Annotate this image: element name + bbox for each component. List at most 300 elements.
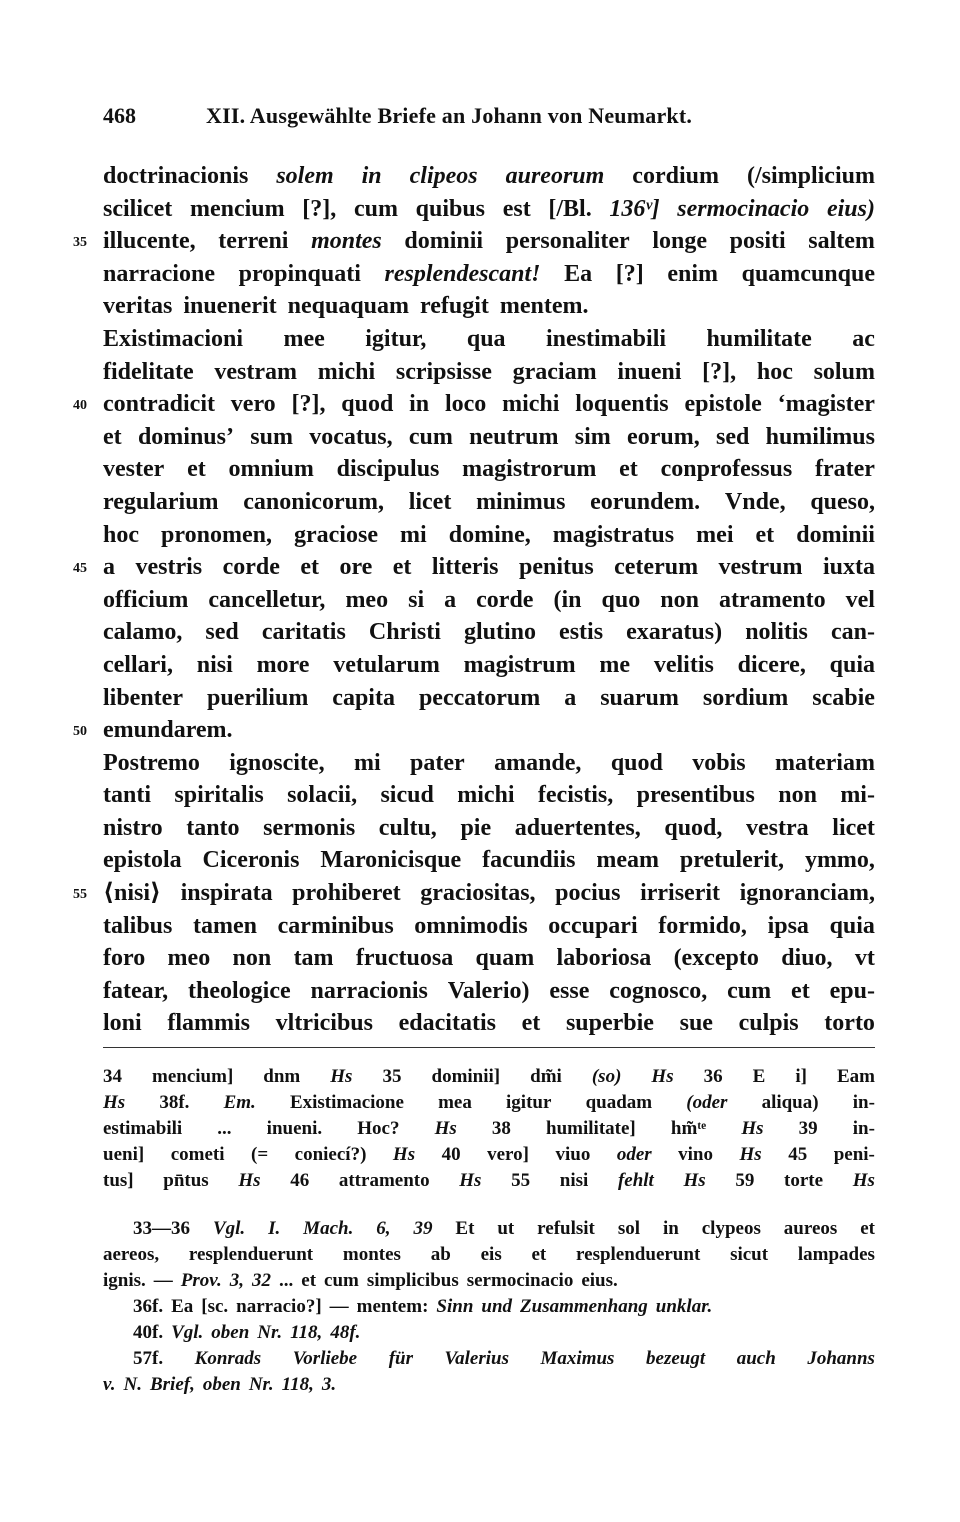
word: Hs — [852, 1170, 875, 1191]
word: et — [860, 1218, 875, 1239]
word: more — [256, 651, 310, 678]
apparatus-line — [103, 1116, 875, 1142]
word: in- — [852, 1092, 875, 1113]
word: 39 — [413, 1218, 433, 1239]
word: epistole — [684, 391, 762, 418]
word: montes — [342, 1244, 401, 1265]
word: Johanns — [807, 1348, 875, 1369]
word: a — [564, 684, 577, 711]
word: vel — [845, 586, 875, 613]
word: [sc. — [201, 1296, 229, 1317]
word: simplicibus — [366, 1270, 459, 1291]
word: est — [502, 195, 531, 222]
word: Hoc? — [357, 1118, 400, 1139]
word: cometi — [170, 1144, 225, 1165]
word: Vorliebe — [292, 1348, 358, 1369]
word: non — [232, 945, 272, 972]
word: non — [660, 586, 699, 613]
word: graciam — [512, 358, 597, 385]
word: oder — [616, 1144, 652, 1165]
word: estis — [559, 619, 604, 646]
word: aliqua) — [761, 1092, 819, 1113]
line-number: 40 — [73, 398, 87, 414]
line-number: 50 — [73, 724, 87, 740]
word: Konrads — [194, 1348, 262, 1369]
letter-body — [73, 160, 875, 1040]
word: vobis — [692, 749, 746, 776]
line-number: 35 — [73, 235, 87, 251]
word: meam — [596, 847, 659, 874]
word: magistrorum — [462, 456, 597, 483]
word: propinquati — [238, 260, 361, 287]
word: 45 — [788, 1144, 808, 1165]
note-line — [103, 1346, 875, 1372]
word: sordium — [702, 684, 789, 711]
word: montes — [311, 228, 382, 255]
running-header — [103, 103, 883, 137]
word: cognosco, — [609, 977, 708, 1004]
word: amande, — [494, 749, 582, 776]
word: oben — [202, 1374, 241, 1395]
text-line — [103, 519, 875, 552]
word: et — [301, 1270, 317, 1291]
word: (in — [553, 586, 582, 613]
word: mi- — [840, 782, 875, 809]
word: licet — [832, 814, 875, 841]
note-line — [103, 1294, 875, 1320]
word: 3. — [321, 1374, 337, 1395]
word: 38 — [491, 1118, 511, 1139]
word: sicud — [380, 782, 434, 809]
word: edacitatis — [398, 1010, 496, 1037]
word: carminibus — [277, 912, 394, 939]
text-line — [73, 551, 875, 584]
text-line — [103, 844, 875, 877]
word: eius. — [581, 1270, 618, 1291]
word: contradicit — [103, 391, 215, 418]
word: talibus — [103, 912, 173, 939]
word: positi — [729, 228, 786, 255]
word: Mach. — [303, 1218, 354, 1239]
text-line — [103, 258, 875, 291]
word: theologice — [187, 977, 291, 1004]
word: caritatis — [261, 619, 346, 646]
word: ⟨nisi⟩ — [103, 880, 161, 907]
word: non — [778, 782, 817, 809]
text-line — [103, 779, 875, 812]
word: 36 — [703, 1066, 723, 1087]
word: ceterum — [614, 554, 699, 581]
word: et — [392, 554, 412, 581]
word: in — [409, 391, 430, 418]
word: vino — [678, 1144, 714, 1165]
word: quia — [829, 651, 875, 678]
word: mea — [438, 1092, 472, 1113]
word: cum — [353, 195, 398, 222]
word: dominii — [796, 521, 875, 548]
word: lampades — [797, 1244, 875, 1265]
word: regularium — [103, 488, 219, 515]
word: — — [153, 1270, 173, 1291]
word: inestimabili — [546, 325, 667, 352]
word: Nr. — [257, 1322, 283, 1343]
word: in- — [852, 1118, 875, 1139]
word: Nr. — [248, 1374, 274, 1395]
word: ... — [217, 1118, 232, 1139]
word: Existimacioni — [103, 325, 244, 352]
word: personaliter — [505, 228, 630, 255]
word: corde — [222, 554, 280, 581]
word: irriserit — [640, 880, 721, 907]
word: Vgl. — [171, 1322, 204, 1343]
word: 35 — [382, 1066, 402, 1087]
word: loni — [103, 1010, 142, 1037]
word: superbie — [565, 1010, 654, 1037]
word: exaratus) — [626, 619, 723, 646]
word: diuo, — [781, 945, 833, 972]
word: a — [444, 586, 457, 613]
apparatus-line — [103, 1090, 875, 1116]
word: solum — [813, 358, 875, 385]
word: hm̃ᵗᵉ — [670, 1118, 707, 1139]
word: illucente, — [103, 228, 196, 255]
word: domine, — [448, 521, 531, 548]
word: solacii, — [287, 782, 358, 809]
word: 3, — [229, 1270, 245, 1291]
word: longe — [652, 228, 708, 255]
apparatus-line — [103, 1168, 875, 1194]
word: epu- — [829, 977, 875, 1004]
word: cordium — [632, 163, 719, 189]
word: et — [755, 521, 775, 548]
word: 36f. — [133, 1296, 164, 1317]
word: vltricibus — [275, 1010, 373, 1037]
word: hoc — [756, 358, 793, 385]
word: epistola — [103, 847, 182, 874]
text-line — [103, 1007, 875, 1040]
word: et — [619, 456, 638, 483]
text-line — [103, 682, 875, 715]
note-line — [103, 1242, 875, 1268]
word: scripsisse — [395, 358, 492, 385]
word: quadam — [585, 1092, 653, 1113]
word: igitur, — [365, 325, 427, 352]
word: vestris — [135, 554, 203, 581]
text-line — [73, 877, 875, 910]
word: flammis — [167, 1010, 250, 1037]
word: fatear, — [103, 977, 169, 1004]
word: emundarem. — [103, 717, 233, 744]
word: quod — [610, 749, 663, 776]
word: — — [329, 1296, 349, 1317]
word: vetularum — [333, 651, 440, 678]
word: Hs — [683, 1170, 706, 1191]
word: fidelitate — [103, 358, 194, 385]
word: N. — [123, 1374, 142, 1395]
word: sed — [205, 619, 239, 646]
word: torto — [824, 1010, 875, 1037]
word: quod, — [664, 814, 723, 841]
text-line — [103, 942, 875, 975]
word: prohiberet — [292, 880, 401, 907]
word: bezeugt — [646, 1348, 706, 1369]
text-line — [103, 812, 875, 845]
word: vt — [854, 945, 875, 972]
word: I. — [268, 1218, 281, 1239]
line-number: 55 — [73, 887, 87, 903]
word: refulsit — [537, 1218, 595, 1239]
word: mei — [696, 521, 734, 548]
word: narracio?] — [236, 1296, 322, 1317]
word: cancelletur, — [208, 586, 326, 613]
word: conprofessus — [660, 456, 793, 483]
word: sicut — [730, 1244, 769, 1265]
word: eis — [480, 1244, 502, 1265]
word: sed — [715, 423, 750, 450]
word: pie — [460, 814, 492, 841]
word: dnm — [263, 1066, 301, 1087]
word: discipulus — [336, 456, 440, 483]
text-line — [103, 747, 875, 780]
word: ignis. — [103, 1270, 146, 1291]
word: materiam — [775, 749, 875, 776]
word: cellari, — [103, 651, 173, 678]
word: cum — [727, 977, 772, 1004]
word: pocius — [555, 880, 621, 907]
word: unklar. — [655, 1296, 713, 1317]
word: mee — [283, 325, 325, 352]
word: ... — [279, 1270, 294, 1291]
word: 40 — [441, 1144, 461, 1165]
word: E — [752, 1066, 766, 1087]
word: Hs — [739, 1144, 762, 1165]
word: spiritalis — [174, 782, 264, 809]
word: 48f. — [330, 1322, 361, 1343]
word: scilicet — [103, 195, 173, 222]
word: (excepto — [673, 945, 759, 972]
word: Hs — [741, 1118, 764, 1139]
text-line — [103, 649, 875, 682]
word: Hs — [434, 1118, 457, 1139]
word: presentibus — [636, 782, 755, 809]
word: Hs — [392, 1144, 416, 1165]
word: qua — [466, 325, 506, 352]
word: 55 — [511, 1170, 531, 1191]
word: scabie — [812, 684, 875, 711]
text-line — [73, 388, 875, 421]
word: nequaquam — [287, 293, 410, 320]
word: mi — [353, 749, 381, 776]
word: can- — [830, 619, 875, 646]
text-line — [103, 975, 875, 1008]
word: dominii] — [431, 1066, 501, 1087]
word: vero — [230, 391, 276, 418]
word: Hs — [103, 1092, 126, 1113]
word: [?], — [291, 391, 326, 418]
word: Ea — [171, 1296, 194, 1317]
note-line — [103, 1372, 875, 1398]
word: magistratus — [552, 521, 675, 548]
word: velitis — [653, 651, 714, 678]
word: Vgl. — [212, 1218, 246, 1239]
word: quo — [601, 586, 641, 613]
word: [/Bl. — [548, 195, 592, 222]
word: graciositas, — [420, 880, 536, 907]
word: solem — [276, 163, 334, 189]
word: aduertentes, — [514, 814, 641, 841]
word: doctrinacionis — [103, 163, 249, 189]
word: 32 — [252, 1270, 272, 1291]
word: tanti — [103, 782, 151, 809]
word: 118, — [290, 1322, 323, 1343]
word: officium — [103, 586, 189, 613]
word: culpis — [738, 1010, 799, 1037]
word: enim — [667, 260, 718, 287]
word: 59 — [735, 1170, 755, 1191]
word: esse — [549, 977, 590, 1004]
word: occupari — [548, 912, 638, 939]
word: resplenduerunt — [188, 1244, 314, 1265]
word: Prov. — [180, 1270, 222, 1291]
word: narracionis — [310, 977, 428, 1004]
word: Christi — [368, 619, 441, 646]
word: dominii — [404, 228, 484, 255]
text-line — [103, 160, 875, 193]
word: et — [521, 1010, 541, 1037]
word: estimabili — [103, 1118, 183, 1139]
word: cum — [408, 423, 453, 450]
word: fructuosa — [355, 945, 454, 972]
word: nolitis — [745, 619, 808, 646]
word: Zusammenhang — [520, 1296, 648, 1317]
word: me — [599, 651, 631, 678]
word: ‘magister — [777, 391, 875, 418]
text-line — [103, 584, 875, 617]
text-line — [103, 616, 875, 649]
word: pretulerit, — [679, 847, 785, 874]
word: glutino — [463, 619, 536, 646]
word: clipeos — [409, 163, 478, 189]
note-line — [103, 1320, 875, 1346]
word: ac — [852, 325, 875, 352]
word: capita — [332, 684, 395, 711]
word: meo — [345, 586, 389, 613]
word: formido, — [658, 912, 747, 939]
word: omnimodis — [414, 912, 528, 939]
word: 33—36 — [133, 1218, 190, 1239]
word: Maronicisque — [320, 847, 462, 874]
word: inueni — [617, 358, 682, 385]
word: pater — [410, 749, 465, 776]
word: i] — [795, 1066, 807, 1087]
word: clypeos — [701, 1218, 761, 1239]
word: 136ᵛ] — [609, 195, 660, 222]
word: licet — [408, 488, 452, 515]
word: peni- — [833, 1144, 875, 1165]
word: [?] — [615, 260, 644, 287]
word: tamen — [193, 912, 257, 939]
word: si — [408, 586, 425, 613]
word: sue — [679, 1010, 713, 1037]
text-line — [103, 453, 875, 486]
word: vester — [103, 456, 165, 483]
word: laboriosa — [556, 945, 652, 972]
word: 118, — [281, 1374, 314, 1395]
page-number: 468 — [103, 103, 136, 128]
word: cultu, — [378, 814, 437, 841]
word: aureos — [783, 1218, 838, 1239]
word: refugit — [420, 293, 489, 320]
word: humilitate] — [546, 1118, 636, 1139]
word: quod — [341, 391, 394, 418]
word: fehlt — [617, 1170, 654, 1191]
word: tanto — [186, 814, 240, 841]
word: [?], — [702, 358, 737, 385]
word: ipsa — [767, 912, 809, 939]
word: quibus — [415, 195, 486, 222]
word: Hs — [238, 1170, 261, 1191]
word: neutrum — [469, 423, 559, 450]
word: Existimacione — [289, 1092, 404, 1113]
word: 57f. — [133, 1348, 164, 1369]
word: (oder — [686, 1092, 728, 1113]
word: mencium — [189, 195, 285, 222]
word: in — [662, 1218, 679, 1239]
word: vestram — [214, 358, 298, 385]
word: hoc — [103, 521, 139, 548]
word: und — [481, 1296, 513, 1317]
word: Postremo — [103, 749, 200, 776]
text-line — [103, 421, 875, 454]
commentary-notes — [103, 1216, 875, 1398]
word: humilitate — [706, 325, 812, 352]
word: ab — [430, 1244, 451, 1265]
word: ore — [339, 554, 373, 581]
word: 34 — [103, 1066, 122, 1087]
word: fecistis, — [537, 782, 614, 809]
word: (so) — [591, 1066, 622, 1087]
word: dominus’ — [137, 423, 234, 450]
word: sol — [617, 1218, 640, 1239]
word: frater — [814, 456, 875, 483]
text-line — [73, 225, 875, 258]
word: queso, — [810, 488, 875, 515]
word: et — [187, 456, 206, 483]
word: facundiis — [482, 847, 576, 874]
word: litteris — [431, 554, 499, 581]
word: viuo — [555, 1144, 591, 1165]
word: für — [388, 1348, 413, 1369]
word: Ea — [564, 260, 593, 287]
word: vocatus, — [309, 423, 393, 450]
word: puerilium — [206, 684, 309, 711]
line-number: 45 — [73, 561, 87, 577]
note-line — [103, 1268, 875, 1294]
word: magistrum — [463, 651, 576, 678]
word: meo — [167, 945, 211, 972]
running-title: XII. Ausgewählte Briefe an Johann von Neumarkt. — [206, 103, 693, 128]
word: michi — [502, 391, 560, 418]
word: Em. — [223, 1092, 256, 1113]
word: Et — [455, 1218, 475, 1239]
word: humilimus — [765, 423, 875, 450]
word: aureorum — [505, 163, 605, 189]
word: 40f. — [133, 1322, 164, 1343]
word: aereos, — [103, 1244, 160, 1265]
word: libenter — [103, 684, 183, 711]
critical-apparatus — [103, 1064, 875, 1194]
word: michi — [457, 782, 515, 809]
